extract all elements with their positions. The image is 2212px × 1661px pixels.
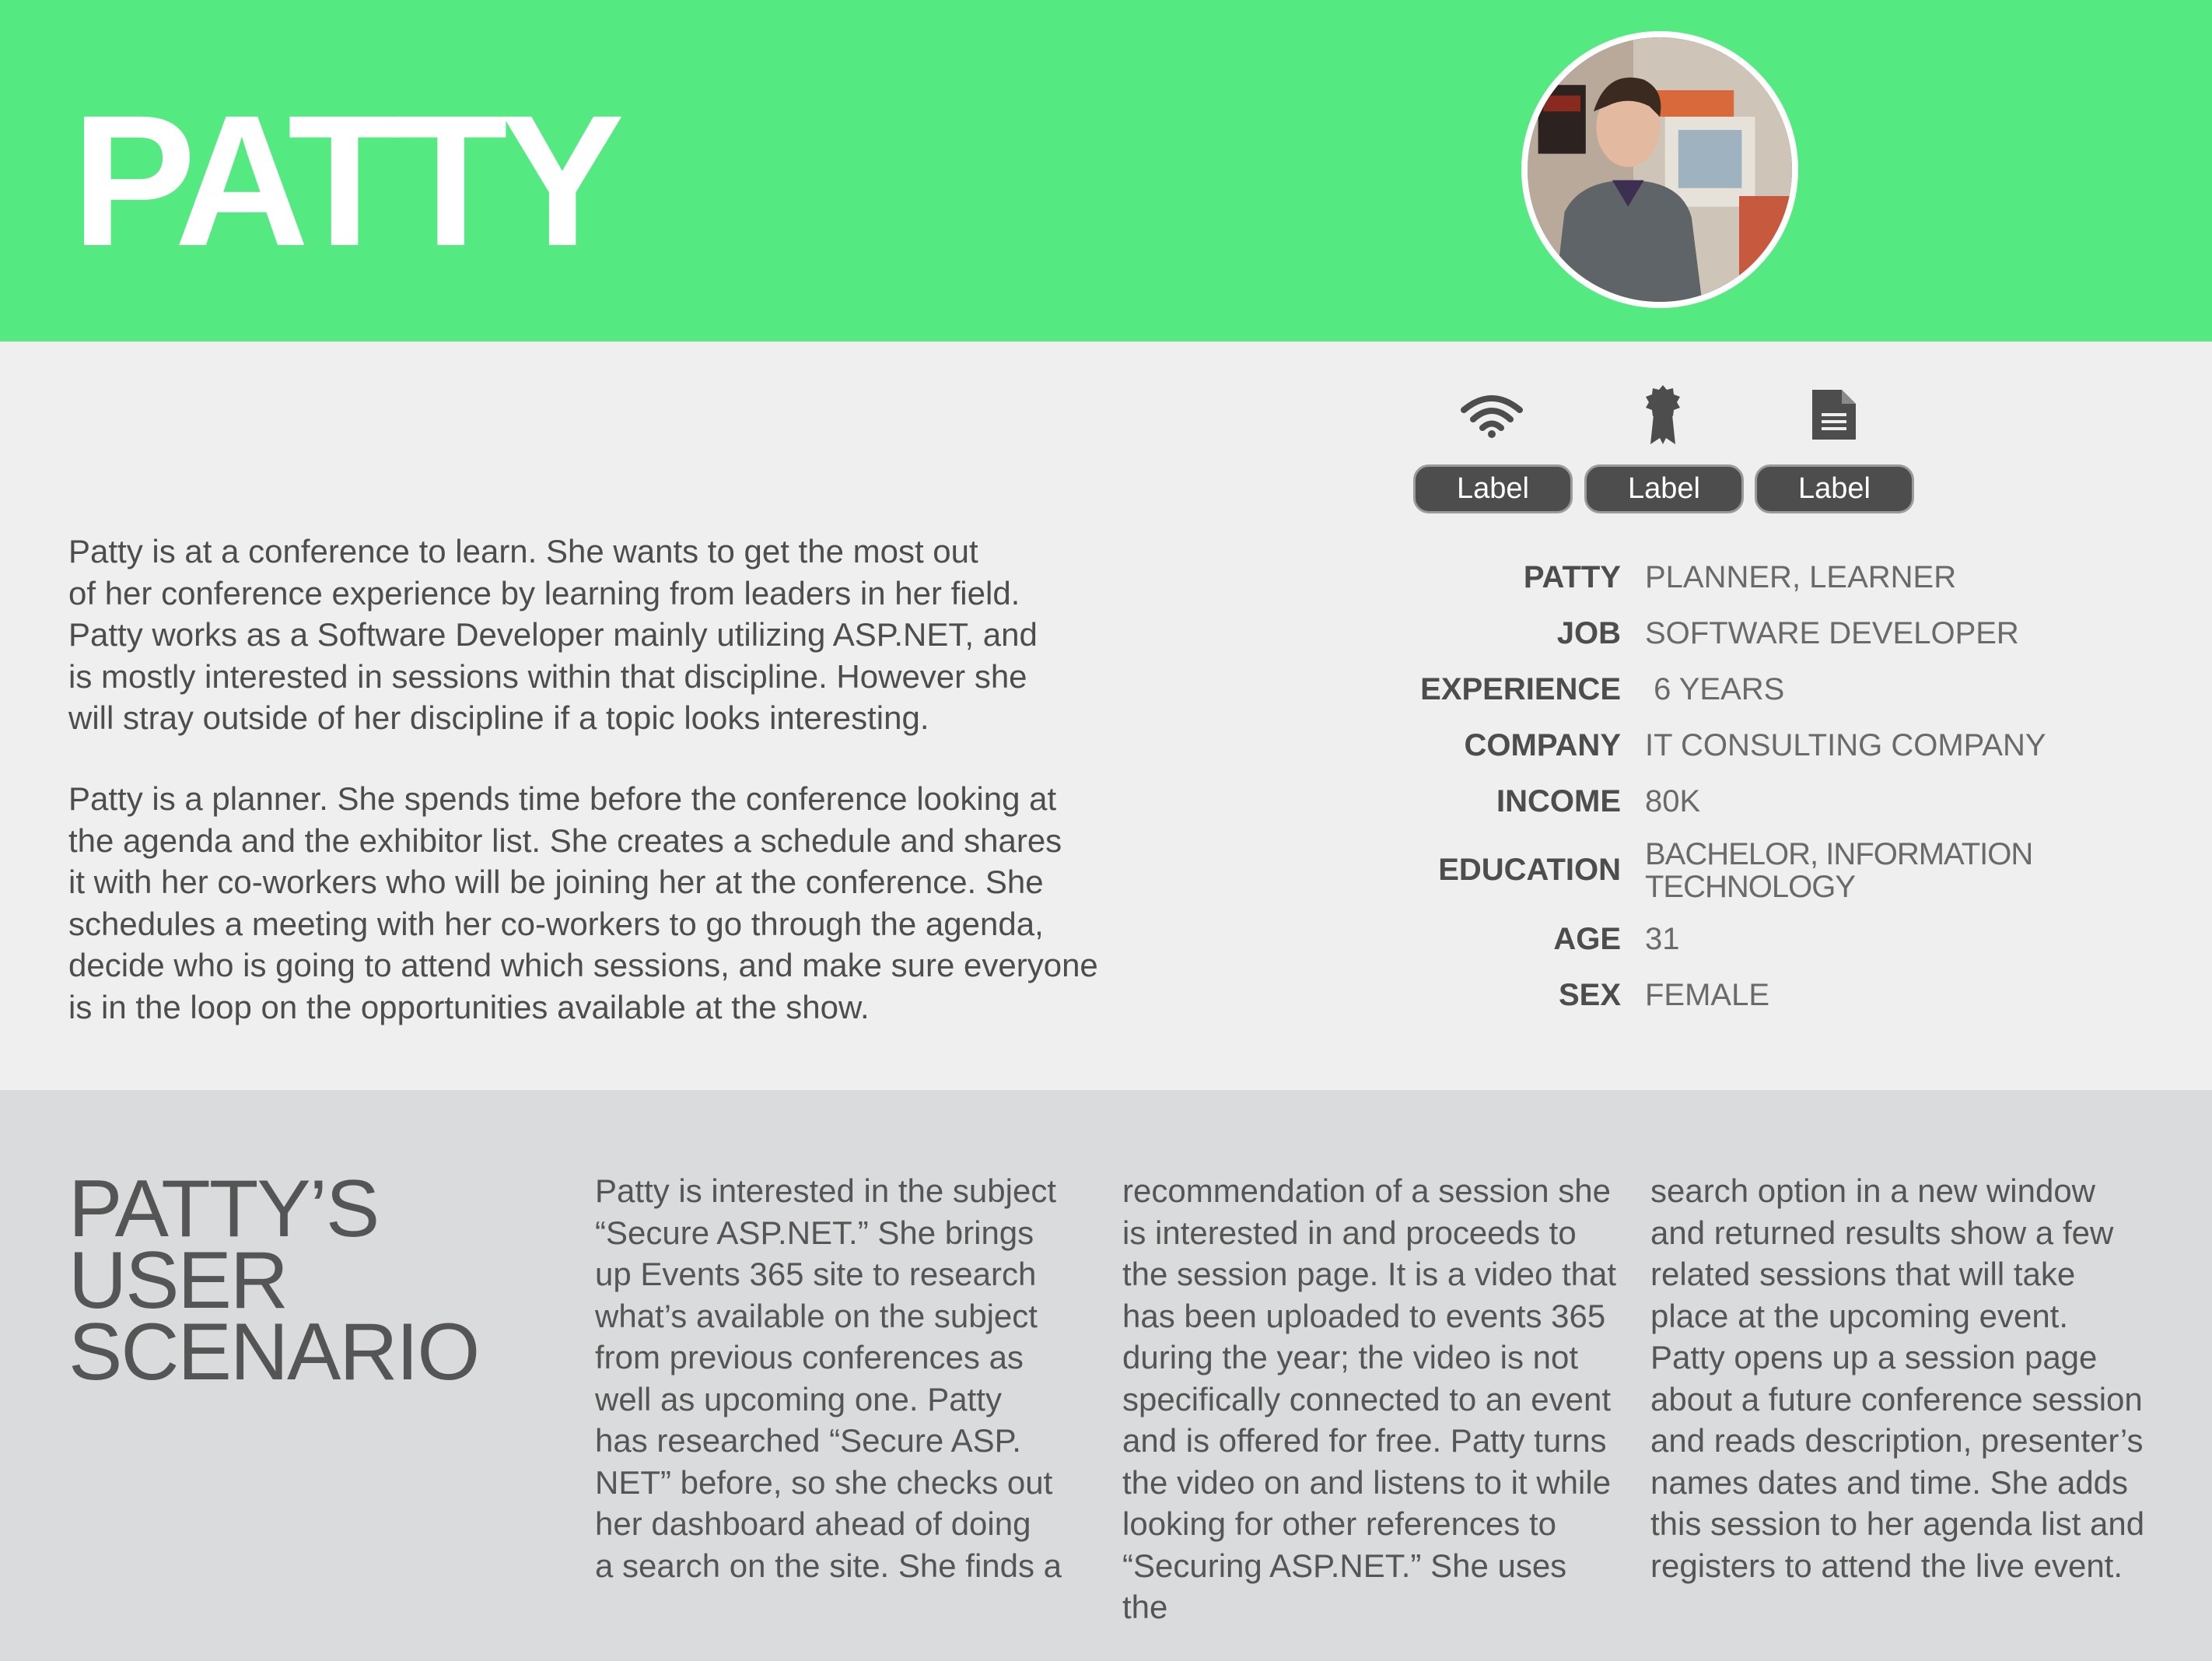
scenario-title: PATTY’S USER SCENARIO bbox=[68, 1164, 479, 1397]
bio-paragraph-1: Patty is at a conference to learn. She wants to get the most out of her conference experience by learning from leaders in her field. Patty works as a Software Developer mainly utilizing ASP.NET, and is mostly interested in sessions within that discipline. However she will stray outside of her discipline if a topic looks interesting. bbox=[68, 533, 1038, 736]
badge-label-1[interactable]: Label bbox=[1413, 464, 1573, 513]
info-key-job: JOB bbox=[1556, 616, 1621, 650]
info-value-sex: FEMALE bbox=[1645, 978, 1770, 1012]
avatar bbox=[1521, 31, 1798, 308]
info-key-experience: EXPERIENCE bbox=[1420, 672, 1621, 706]
info-value-education: BACHELOR, INFORMATION TECHNOLOGY bbox=[1645, 837, 2033, 904]
info-key-education: EDUCATION bbox=[1438, 853, 1621, 887]
scenario-column-3: search option in a new window and returned results show a few related sessions that will take place at the upcoming event. Patty opens up a session page about a future conference session and reads description, presenter’s names dates and time. She adds this session to her agenda list and registers to attend the live event. bbox=[1650, 1172, 2145, 1584]
award-ribbon-icon bbox=[1643, 384, 1683, 446]
scenario-column-1: Patty is interested in the subject “Secure ASP.NET.” She brings up Events 365 site to research what’s available on the subject from previous conferences as well as upcoming one. Patty has researched “Secure ASP. NET” before, so she checks out her dashboard ahead of doing a search on the site. She finds a bbox=[595, 1172, 1062, 1584]
wifi-icon bbox=[1459, 384, 1524, 446]
info-value-persona: PLANNER, LEARNER bbox=[1645, 560, 1957, 594]
scenario-column-2: recommendation of a session she is interested in and proceeds to the session page. It is a video that has been uploaded to events 365 during the year; the video is not specifically connected to an event and is offered for free. Patty turns the video on and listens to it while looking for other references to “Securing ASP.NET.” She uses the bbox=[1122, 1172, 1617, 1625]
info-key-age: AGE bbox=[1553, 922, 1621, 956]
info-key-income: INCOME bbox=[1496, 784, 1621, 818]
persona-name: PATTY bbox=[72, 76, 618, 285]
badge-label-2[interactable]: Label bbox=[1584, 464, 1744, 513]
bio-paragraph-2: Patty is a planner. She spends time before the conference looking at the agenda and the exhibitor list. She creates a schedule and shares it with her co-workers who will be joining her at the conference. She schedules a meeting with her co-workers to go through the agenda, decide who is going to attend which sessions, and make sure everyone is in the loop on the opportunities available at the show. bbox=[68, 780, 1098, 1025]
info-value-income: 80K bbox=[1645, 784, 1701, 818]
header-banner bbox=[0, 0, 2212, 342]
badge-label-3[interactable]: Label bbox=[1755, 464, 1914, 513]
info-key-sex: SEX bbox=[1558, 978, 1621, 1012]
document-icon bbox=[1811, 384, 1857, 446]
info-value-experience: 6 YEARS bbox=[1645, 672, 1785, 706]
info-value-age: 31 bbox=[1645, 922, 1680, 956]
info-key-persona: PATTY bbox=[1523, 560, 1621, 594]
info-value-job: SOFTWARE DEVELOPER bbox=[1645, 616, 2019, 650]
persona-photo bbox=[1528, 37, 1792, 302]
info-value-company: IT CONSULTING COMPANY bbox=[1645, 728, 2046, 762]
info-key-company: COMPANY bbox=[1464, 728, 1621, 762]
